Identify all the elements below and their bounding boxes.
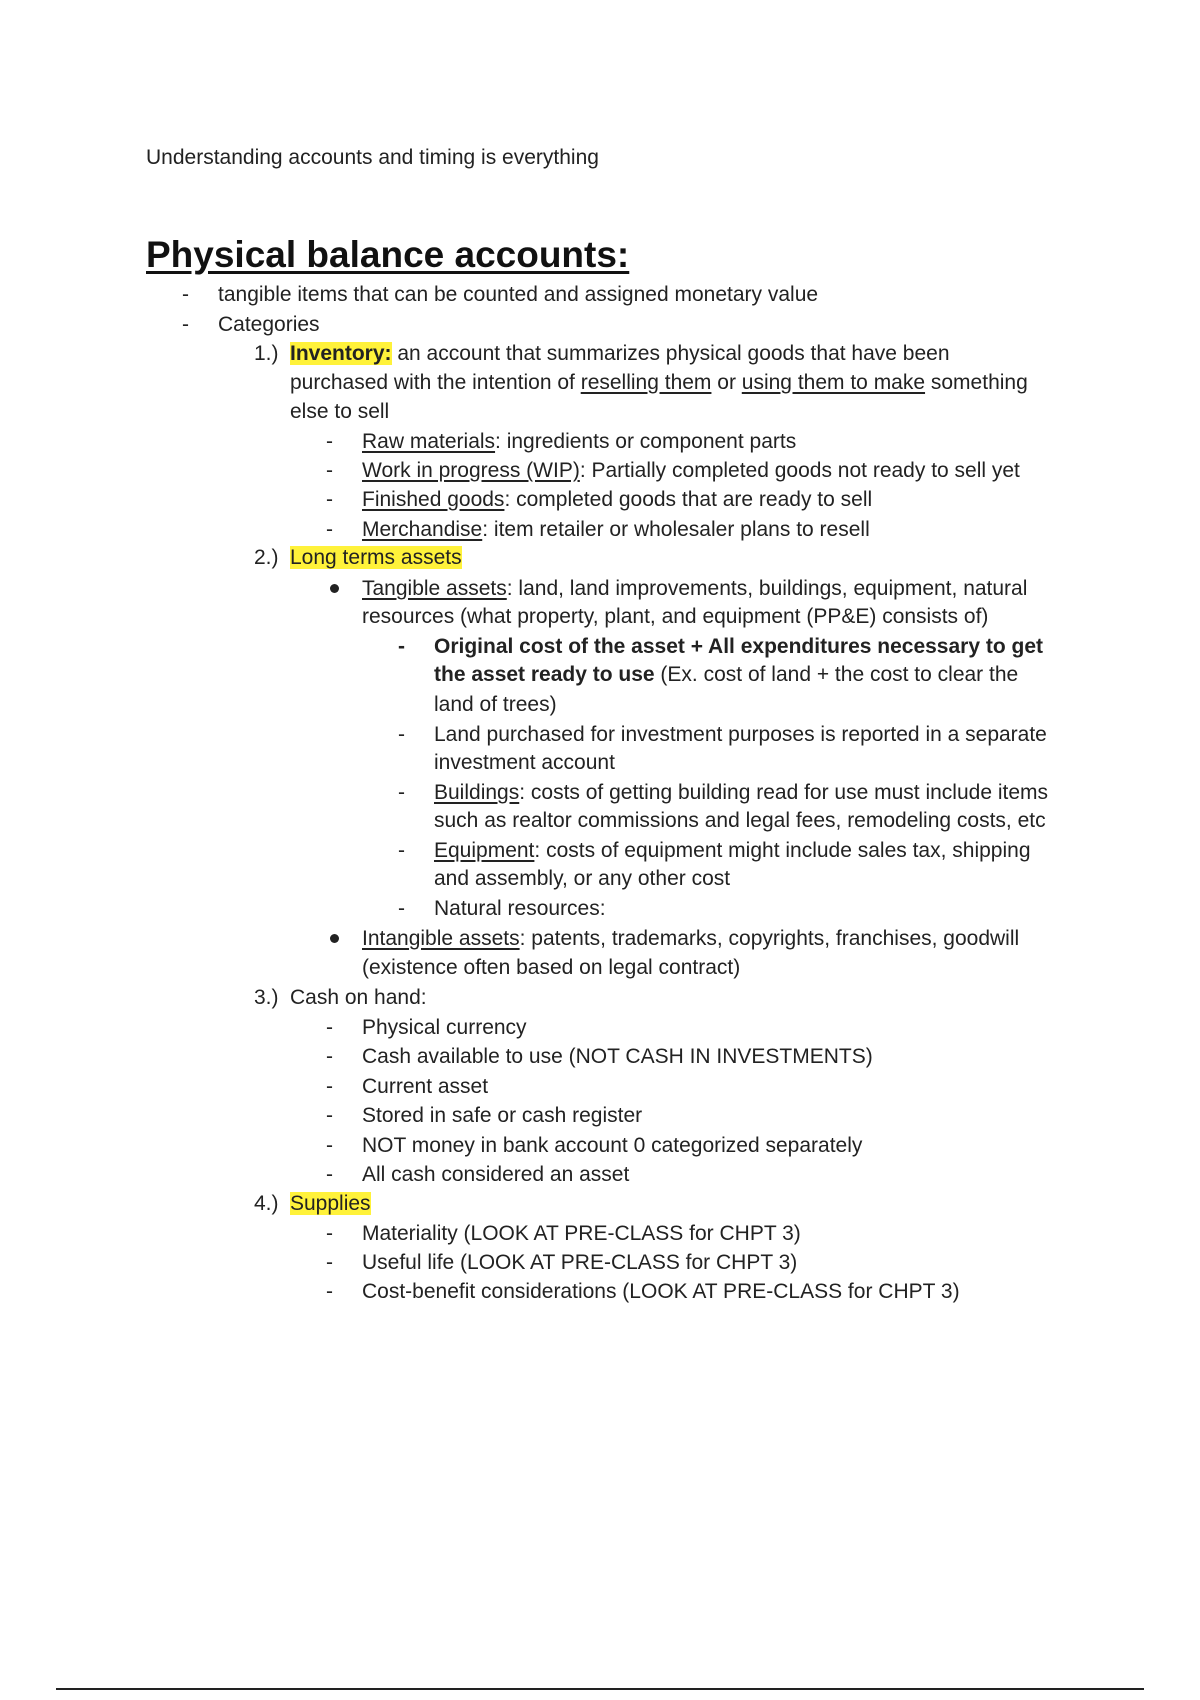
inventory-text: something: [925, 371, 1028, 394]
dash-marker: -: [398, 723, 405, 746]
inventory-line: [290, 368, 1028, 397]
list-item-continued: such as realtor commissions and legal fees, remodeling costs, etc: [434, 809, 1046, 832]
dash-marker: -: [326, 1222, 333, 1245]
list-item: Land purchased for investment purposes is reported in a separate: [434, 723, 1047, 746]
list-item: Work in progress (WIP): Partially completed goods not ready to sell yet: [362, 459, 1020, 482]
list-item: Cost-benefit considerations (LOOK AT PRE-CLASS for CHPT 3): [362, 1280, 960, 1303]
list-item: tangible items that can be counted and assigned monetary value: [218, 283, 819, 306]
dash-marker: -: [326, 1016, 333, 1039]
inventory-underlined: using them to make: [741, 371, 926, 394]
list-item-continued: and assembly, or any other cost: [434, 867, 731, 890]
dash-marker: -: [398, 839, 405, 862]
list-item: Physical currency: [362, 1016, 527, 1039]
list-item: Materiality (LOOK AT PRE-CLASS for CHPT 3): [362, 1222, 801, 1245]
inventory-term: Inventory:: [290, 342, 392, 365]
bullet-dot: [330, 934, 339, 943]
dash-marker: -: [326, 1280, 333, 1303]
list-item: Stored in safe or cash register: [362, 1104, 643, 1127]
dash-marker: -: [326, 1104, 333, 1127]
bottom-rule: [56, 1688, 1144, 1690]
inventory-line: else to sell: [290, 400, 390, 423]
list-item-continued: (existence often based on legal contract): [362, 956, 741, 979]
list-item-continued: land of trees): [434, 693, 557, 716]
dash-marker: -: [326, 1163, 333, 1186]
section-heading: Physical balance accounts:: [146, 234, 630, 275]
dash-marker: -: [398, 897, 405, 920]
inventory-text: purchased with the intention of: [290, 371, 581, 394]
dash-marker: -: [398, 781, 405, 804]
list-item: Finished goods: completed goods that are ready to sell: [362, 488, 873, 511]
dash-marker: -: [326, 430, 333, 453]
dash-marker: -: [326, 1134, 333, 1157]
list-item-continued: the asset ready to use (Ex. cost of land + the cost to clear the: [434, 663, 1019, 686]
bullet-dot: [330, 584, 339, 593]
dash-marker: -: [326, 1045, 333, 1068]
list-item: Cash available to use (NOT CASH IN INVESTMENTS): [362, 1045, 873, 1068]
dash-marker: -: [326, 1251, 333, 1274]
dash-marker: -: [326, 488, 333, 511]
list-item: Tangible assets: land, land improvements, buildings, equipment, natural: [362, 577, 1028, 600]
category-number: 1.): [254, 342, 279, 365]
list-item-continued: investment account: [434, 751, 615, 774]
category-number: 3.): [254, 986, 279, 1009]
dash-marker: -: [326, 1075, 333, 1098]
supplies-term: Supplies: [290, 1192, 371, 1215]
list-item: All cash considered an asset: [362, 1163, 630, 1186]
dash-marker: -: [398, 635, 405, 658]
dash-marker: -: [182, 313, 189, 336]
inventory-text: an account that summarizes physical goods that have been: [391, 342, 950, 365]
list-item: Useful life (LOOK AT PRE-CLASS for CHPT 3): [362, 1251, 798, 1274]
dash-marker: -: [326, 518, 333, 541]
long-term-assets-term: Long terms assets: [290, 546, 462, 569]
list-item: Raw materials: ingredients or component parts: [362, 430, 797, 453]
cash-on-hand-title: Cash on hand:: [290, 986, 427, 1009]
list-item: Buildings: costs of getting building read for use must include items: [434, 781, 1049, 804]
list-item: Merchandise: item retailer or wholesaler plans to resell: [362, 518, 870, 541]
supplies-line: [290, 1189, 371, 1218]
category-number: 2.): [254, 546, 279, 569]
dash-marker: -: [326, 459, 333, 482]
list-item: Natural resources:: [434, 897, 606, 920]
list-item: Current asset: [362, 1075, 489, 1098]
inventory-text: or: [711, 371, 742, 394]
dash-marker: -: [182, 283, 189, 306]
intro-text: Understanding accounts and timing is everything: [146, 146, 599, 169]
inventory-line: [290, 339, 950, 368]
list-item: NOT money in bank account 0 categorized separately: [362, 1134, 863, 1157]
category-number: 4.): [254, 1192, 279, 1215]
long-term-assets-line: [290, 543, 462, 572]
list-item-continued: resources (what property, plant, and equipment (PP&E) consists of): [362, 605, 989, 628]
inventory-underlined: reselling them: [580, 371, 712, 394]
list-item: Categories: [218, 313, 320, 336]
list-item: Original cost of the asset + All expenditures necessary to get: [434, 635, 1043, 658]
list-item: Equipment: costs of equipment might include sales tax, shipping: [434, 839, 1031, 862]
list-item: Intangible assets: patents, trademarks, copyrights, franchises, goodwill: [362, 927, 1020, 950]
